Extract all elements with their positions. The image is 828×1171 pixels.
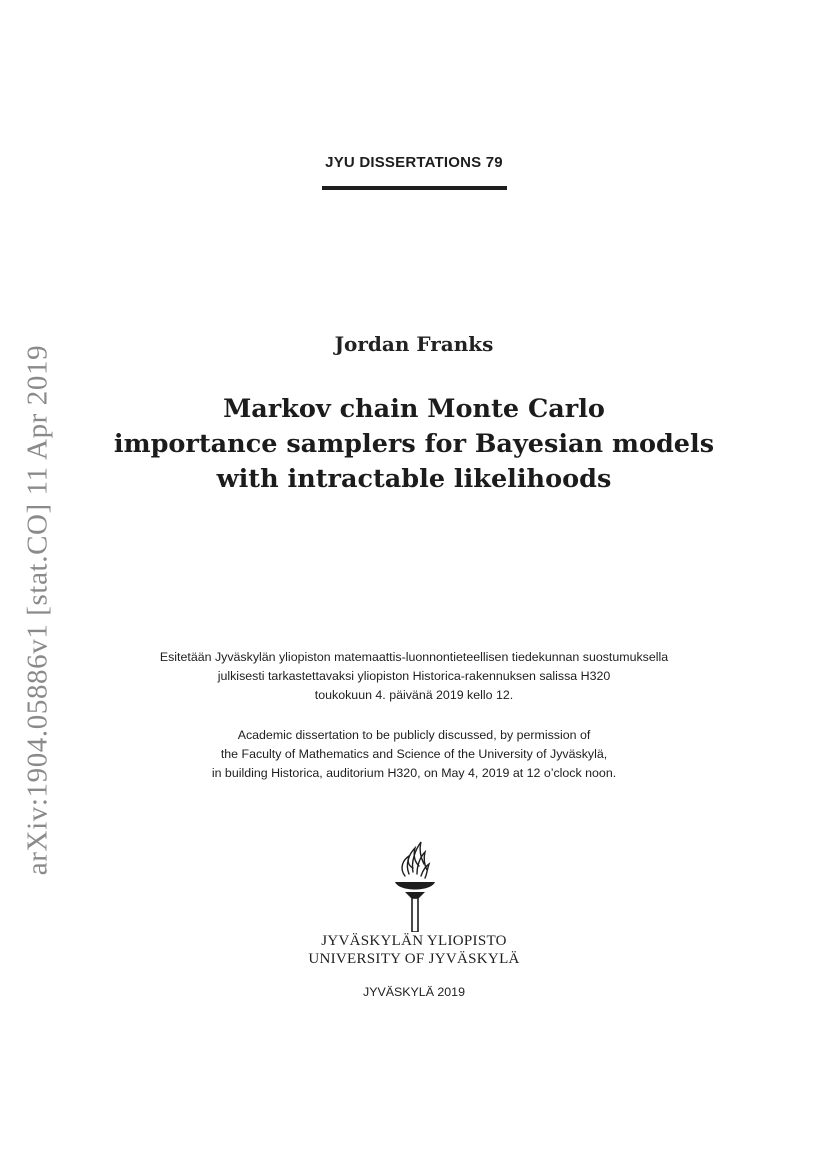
author-name: Jordan Franks <box>334 332 494 356</box>
dissertation-title <box>0 392 828 497</box>
title-line: with intractable likelihoods <box>216 464 612 494</box>
university-name <box>0 932 828 968</box>
notice-line: julkisesti tarkastettavaksi yliopiston Historica-rakennuksen salissa H320 <box>217 669 611 683</box>
university-name-english: UNIVERSITY OF JYVÄSKYLÄ <box>308 951 520 967</box>
series-underline <box>322 186 507 190</box>
notice-line: in building Historica, auditorium H320, on May 4, 2019 at 12 o’clock noon. <box>211 766 617 780</box>
title-line: Markov chain Monte Carlo <box>223 394 605 424</box>
place-year: JYVÄSKYLÄ 2019 <box>363 985 465 999</box>
notice-line: toukokuun 4. päivänä 2019 kello 12. <box>314 688 514 702</box>
notice-line: Esitetään Jyväskylän yliopiston matemaattis-luonnontieteellisen tiedekunnan suostumuksella <box>159 650 669 664</box>
torch-logo-icon <box>391 836 439 932</box>
notice-line: the Faculty of Mathematics and Science of the University of Jyväskylä, <box>220 747 608 761</box>
english-notice <box>0 726 828 783</box>
finnish-notice <box>0 648 828 705</box>
series-label: JYU DISSERTATIONS 79 <box>325 154 503 171</box>
arxiv-stamp: arXiv:1904.05886v1 [stat.CO] 11 Apr 2019 <box>21 344 54 876</box>
title-line: importance samplers for Bayesian models <box>113 429 715 459</box>
notice-line: Academic dissertation to be publicly discussed, by permission of <box>237 728 591 742</box>
university-name-finnish: JYVÄSKYLÄN YLIOPISTO <box>321 933 507 949</box>
